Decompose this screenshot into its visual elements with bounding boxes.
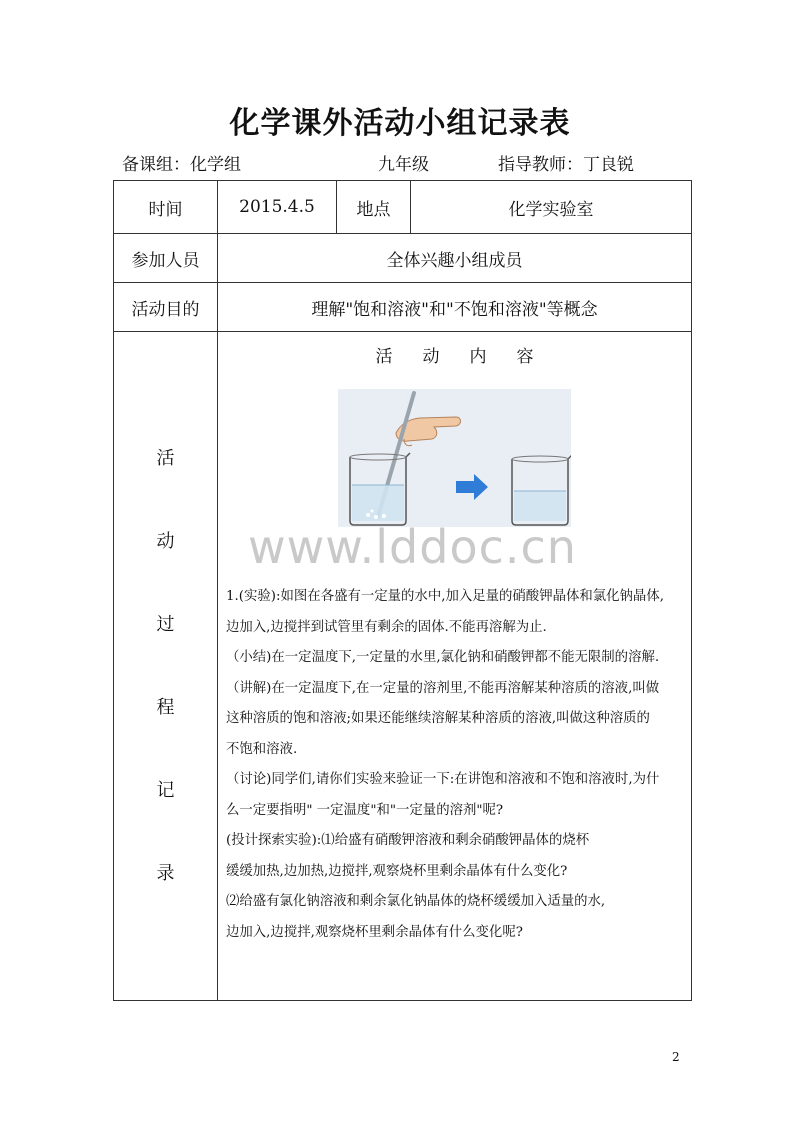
watermark: www.lddoc.cn [248,520,577,574]
process-label-char: 程 [156,697,175,718]
grade-level: 九年级 [378,155,429,175]
page-title: 化学课外活动小组记录表 [229,106,571,141]
process-content [218,332,691,1000]
paragraph-line: (投计探索实验):⑴给盛有硝酸钾溶液和剩余硝酸钾晶体的烧杯 [226,833,590,848]
paragraph-line: ⑵给盛有氯化钠溶液和剩余氯化钠晶体的烧杯缓缓加入适量的水, [226,894,606,909]
process-label [114,332,217,942]
activity-text [226,582,683,948]
process-content-cell [218,332,692,1001]
paragraph-line: （小结)在一定温度下,一定量的水里,氯化钠和硝酸钾都不能无限制的溶解. [226,650,660,665]
participants-value: 全体兴趣小组成员 [218,234,692,283]
paragraph-line: 1.(实验):如图在各盛有一定量的水中,加入足量的硝酸钾晶体和氯化钠晶体, [226,589,664,604]
participants-row [114,234,692,283]
paragraph-line: 边加入,边搅拌,观察烧杯里剩余晶体有什么变化呢? [226,924,523,940]
process-label-char: 录 [156,863,175,884]
process-row [114,332,692,1001]
paragraph-line: 边加入,边搅拌到试管里有剩余的固体.不能再溶解为止. [226,619,547,635]
place-value: 化学实验室 [411,181,692,234]
place-label: 地点 [337,181,411,234]
process-label-char: 记 [156,780,175,801]
process-label-char: 动 [156,531,175,552]
page-number: 2 [672,1050,680,1064]
paragraph-line: 这种溶质的饱和溶液;如果还能继续溶解某种溶质的溶液,叫做这种溶质的 [226,711,650,726]
time-label: 时间 [114,181,218,234]
experiment-illustration [338,389,571,527]
process-label-char: 活 [156,448,175,469]
time-place-row [114,181,692,234]
process-label-char: 过 [156,614,175,635]
paragraph-line: 不饱和溶液. [226,741,298,757]
purpose-value: 理解"饱和溶液"和"不饱和溶液"等概念 [218,283,692,332]
paragraph-line: （讨论)同学们,请你们实验来验证一下:在讲饱和溶液和不饱和溶液时,为什 [226,772,660,787]
experiment-figure [338,389,571,527]
purpose-row [114,283,692,332]
paragraph-line: （讲解)在一定温度下,在一定量的溶剂里,不能再溶解某种溶质的溶液,叫做 [226,680,660,696]
purpose-label: 活动目的 [114,283,218,332]
time-value: 2015.4.5 [218,181,337,234]
record-table [113,180,692,1001]
beaker-icon [512,455,571,525]
process-label-cell [114,332,218,1001]
participants-label: 参加人员 [114,234,218,283]
content-heading: 活动内容 [375,347,564,367]
instructor: 指导教师：丁良锐 [498,155,634,175]
arrow-right-icon [456,474,488,500]
beaker-icon [350,453,410,525]
paragraph-line: 么一定要指明" 一定温度"和"一定量的溶剂"呢? [226,802,504,818]
lesson-group: 备课组：化学组 [122,155,241,175]
paragraph-line: 缓缓加热,边加热,边搅拌,观察烧杯里剩余晶体有什么变化? [226,863,568,879]
